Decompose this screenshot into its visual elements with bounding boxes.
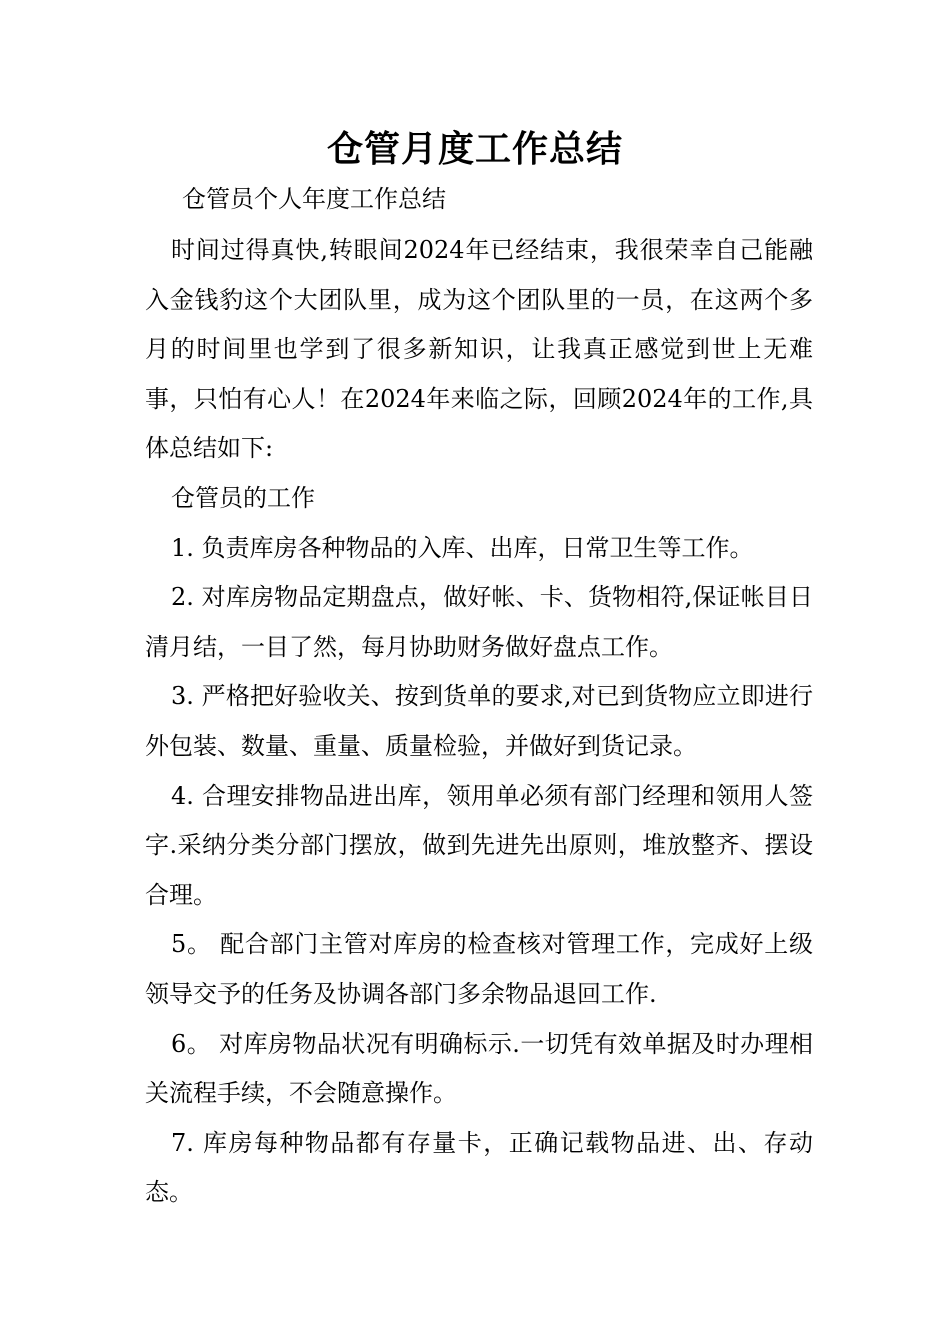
list-item-4: 4. 合理安排物品进出库，领用单必须有部门经理和领用人签字.采纳分类分部门摆放，做到先进先出原则，堆放整齐、摆设合理。 (145, 781, 813, 909)
list-item-3: 3. 严格把好验收关、按到货单的要求,对已到货物应立即进行外包装、数量、重量、质量检验，并做好到货记录。 (145, 682, 813, 760)
paragraph-intro: 时间过得真快,转眼间2024年已经结束，我很荣幸自己能融入金钱豹这个大团队里，成为这个团队里的一员，在这两个多月的时间里也学到了很多新知识，让我真正感觉到世上无难事，只怕有心人！在2024年来临之际，回顾2024年的工作,具体总结如下: (145, 236, 813, 463)
list-item-6: 6。 对库房物品状况有明确标示.一切凭有效单据及时办理相关流程手续，不会随意操作。 (145, 1029, 813, 1108)
list-item-1: 1. 负责库房各种物品的入库、出库，日常卫生等工作。 (171, 533, 754, 562)
list-item-7: 7. 库房每种物品都有存量卡，正确记载物品进、出、存动态。 (145, 1128, 813, 1207)
list-item-2: 2. 对库房物品定期盘点，做好帐、卡、货物相符,保证帐目日清月结，一目了然，每月协助财务做好盘点工作。 (145, 583, 813, 661)
section-heading: 仓管员的工作 (171, 483, 315, 512)
document-body (145, 226, 813, 1218)
document-subtitle: 仓管员个人年度工作总结 (182, 185, 446, 213)
document-title: 仓管月度工作总结 (326, 128, 623, 170)
list-item-5: 5。 配合部门主管对库房的检查核对管理工作，完成好上级领导交予的任务及协调各部门多余物品退回工作. (145, 930, 813, 1008)
